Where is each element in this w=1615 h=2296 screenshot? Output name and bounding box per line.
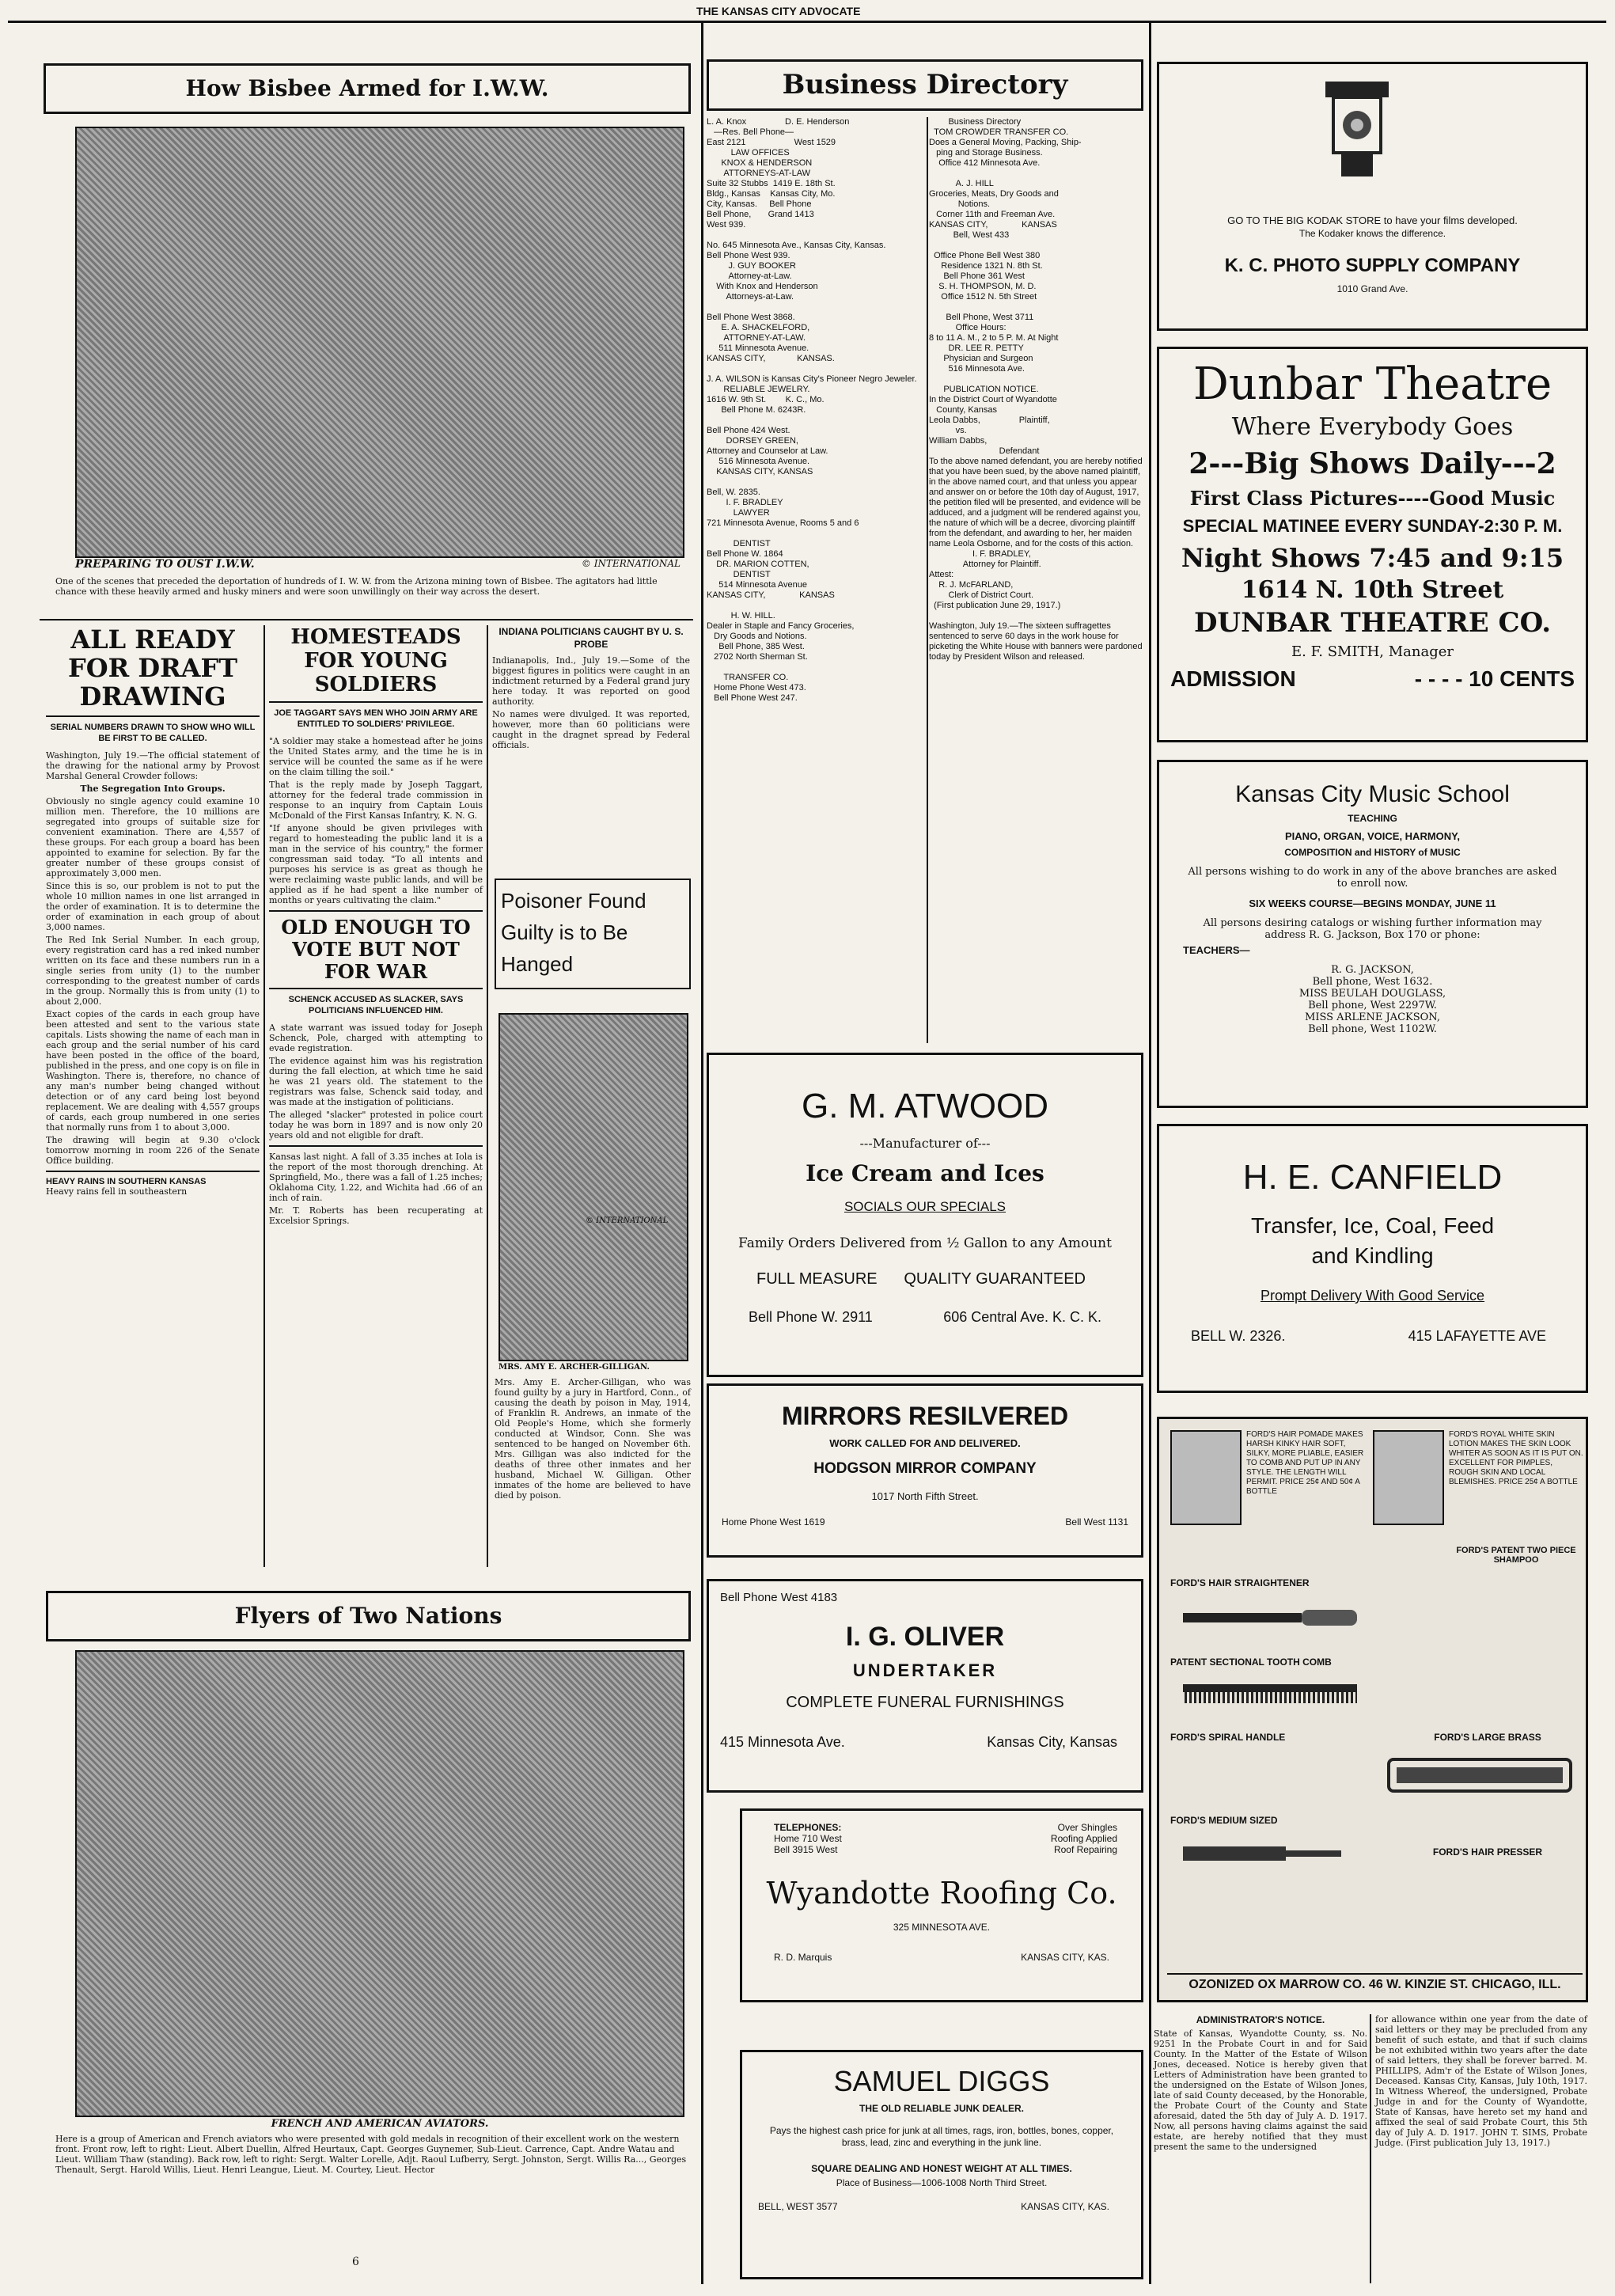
directory-line: Office Phone Bell West 380 bbox=[929, 251, 1041, 260]
directory-line: R. J. McFARLAND, bbox=[929, 580, 1014, 590]
poisoner-photo bbox=[499, 1013, 688, 1361]
directory-line: East 2121 West 1529 bbox=[707, 138, 836, 147]
roofing-manager: R. D. Marquis bbox=[774, 1952, 832, 1963]
draft-paragraph: Obviously no single agency could examine 10 million men. Therefore, the 10 millions are segregated into groups of suitable size for convenient examination. There are 4,557 of these groups. For each group a board has been appointed to examine for selection. By far the greater number of these groups consist of approximately 3,000 men. bbox=[46, 796, 260, 879]
directory-line: ping and Storage Business. bbox=[929, 148, 1043, 157]
column-rule bbox=[487, 625, 488, 1567]
music-subjects: PIANO, ORGAN, VOICE, HARMONY, bbox=[1284, 830, 1461, 842]
mirrors-home-phone: Home Phone West 1619 bbox=[722, 1516, 825, 1528]
atwood-measure: FULL MEASURE bbox=[756, 1270, 878, 1288]
atwood-name: G. M. ATWOOD bbox=[801, 1087, 1049, 1125]
oliver-name: I. G. OLIVER bbox=[845, 1622, 1005, 1652]
poisoner-credit: © INTERNATIONAL bbox=[586, 1216, 669, 1225]
roofing-name: Wyandotte Roofing Co. bbox=[766, 1876, 1117, 1911]
directory-line: S. H. THOMPSON, M. D. bbox=[929, 282, 1037, 291]
directory-line: TRANSFER CO. bbox=[707, 673, 789, 682]
dunbar-tag: Where Everybody Goes bbox=[1231, 413, 1514, 441]
canfield-address: 415 LAFAYETTE AVE bbox=[1408, 1328, 1546, 1344]
rule bbox=[40, 619, 693, 620]
directory-line: vs. bbox=[929, 426, 967, 435]
bisbee-photo-label: PREPARING TO OUST I.W.W. bbox=[75, 558, 255, 571]
dunbar-address: 1614 N. 10th Street bbox=[1241, 576, 1504, 604]
atwood-address: 606 Central Ave. K. C. K. bbox=[943, 1309, 1101, 1325]
atwood-manufacturer: ---Manufacturer of--- bbox=[859, 1136, 991, 1151]
directory-line: Groceries, Meats, Dry Goods and bbox=[929, 189, 1059, 199]
directory-line: DENTIST bbox=[707, 570, 771, 579]
directory-line: LAW OFFICES bbox=[707, 148, 790, 157]
directory-line: TOM CROWDER TRANSFER CO. bbox=[929, 127, 1069, 137]
roofing-service: Roofing Applied bbox=[1050, 1833, 1117, 1844]
directory-line: Bell Phone, 385 West. bbox=[707, 642, 805, 651]
roofing-bell: Bell 3915 West bbox=[774, 1844, 838, 1855]
directory-line: Leola Dabbs, Plaintiff, bbox=[929, 416, 1050, 425]
directory-line: Corner 11th and Freeman Ave. bbox=[929, 210, 1056, 219]
mirrors-title: MIRRORS RESILVERED bbox=[781, 1402, 1069, 1430]
directory-line: J. A. WILSON is Kansas City's Pioneer Negro Jeweler. bbox=[707, 374, 917, 384]
music-teaching: TEACHING bbox=[1348, 813, 1397, 824]
dunbar-shows: 2---Big Shows Daily---2 bbox=[1189, 447, 1556, 480]
directory-line: County, Kansas bbox=[929, 405, 998, 415]
bisbee-credit: © INTERNATIONAL bbox=[581, 558, 680, 569]
oliver-phone: Bell Phone West 4183 bbox=[720, 1591, 838, 1604]
rains-text: Heavy rains fell in southeastern bbox=[46, 1186, 188, 1197]
directory-line: DORSEY GREEN, bbox=[707, 436, 798, 446]
kodak-address: 1010 Grand Ave. bbox=[1336, 283, 1408, 294]
homesteads-paragraph: "A soldier may stake a homestead after he joins the United States army, and the time he is in service will be counted the same as if he were on the claim tilling the soil." bbox=[269, 736, 483, 777]
directory-line: KANSAS CITY, KANSAS bbox=[929, 220, 1057, 230]
directory-line bbox=[707, 662, 924, 673]
draft-paragraph: The drawing will begin at 9.30 o'clock tomorrow morning in room 226 of the Senate Office building. bbox=[46, 1135, 260, 1166]
kodak-company: K. C. PHOTO SUPPLY COMPANY bbox=[1224, 255, 1521, 276]
directory-left bbox=[707, 117, 924, 1043]
medium-comb-icon bbox=[1175, 1835, 1349, 1874]
flyers-caption: Here is a group of American and French aviators who were presented with gold medals in recognition of their excellent work on the western front. Front row, left to right: Lieut. Albert Duellin, Alfred Heurtaux, Capt. Georges Guynemer, Sub-Lieut. Carrence, Capt. Andre Watau and Lieut. William Thaw (standing). Back row, left to right: Sergt. Walter Lorelle, Adjt. Raoul Lufberry, Sergt. Johnston, Sergt. Willis Ra..., Georges Thenault, Sergt. Harold Willis, Lieut. Henri Leangue, Lieut. M. Courtey, Lieut. Hector bbox=[55, 2134, 687, 2175]
dunbar-admission: ADMISSION bbox=[1170, 666, 1296, 691]
oliver-city: Kansas City, Kansas bbox=[987, 1734, 1117, 1750]
indiana-paragraph: No names were divulged. It was reported, however, more than 60 politicians were caught in the dragnet spread by Federal officials. bbox=[492, 709, 690, 750]
diggs-sub: THE OLD RELIABLE JUNK DEALER. bbox=[859, 2103, 1024, 2114]
dunbar-night: Night Shows 7:45 and 9:15 bbox=[1181, 543, 1564, 573]
fords-tooth-comb: PATENT SECTIONAL TOOTH COMB bbox=[1170, 1657, 1332, 1668]
diggs-name: SAMUEL DIGGS bbox=[833, 2065, 1050, 2097]
slacker-paragraph: The alleged "slacker" protested in police court today he was born in 1897 and is now only 20 years old and not eligible for draft. bbox=[269, 1110, 483, 1140]
column-rule bbox=[1370, 2014, 1371, 2283]
directory-line: KNOX & HENDERSON bbox=[707, 158, 813, 168]
directory-line: Does a General Moving, Packing, Ship- bbox=[929, 138, 1082, 147]
pomade-can-icon bbox=[1170, 1430, 1242, 1525]
admin-title: ADMINISTRATOR'S NOTICE. bbox=[1196, 2014, 1325, 2025]
directory-line: Home Phone West 473. bbox=[707, 683, 806, 693]
admin-notice-right bbox=[1375, 2014, 1587, 2283]
tooth-comb-icon bbox=[1175, 1676, 1365, 1716]
roberts-note: Mr. T. Roberts has been recuperating at Excelsior Springs. bbox=[269, 1205, 483, 1226]
directory-line: Bell Phone 424 West. bbox=[707, 426, 790, 435]
directory-line: Attorney for Plaintiff. bbox=[929, 560, 1041, 569]
draft-paragraph: Washington, July 19.—The official statement of the drawing for the national army by Provost Marshal General Crowder follows: bbox=[46, 750, 260, 781]
fords-presser: FORD'S HAIR PRESSER bbox=[1432, 1846, 1543, 1858]
directory-line: H. W. HILL. bbox=[707, 611, 775, 620]
dunbar-manager: E. F. SMITH, Manager bbox=[1291, 643, 1454, 660]
directory-line: Business Directory bbox=[929, 117, 1022, 127]
canfield-name: H. E. CANFIELD bbox=[1242, 1158, 1503, 1197]
directory-line: A. J. HILL bbox=[929, 179, 994, 188]
admin-right-text: for allowance within one year from the date of said letters or they may be precluded from any benefit of such estate, and that if such claims be not exhibited within two years after the date of said letters, they shall be forever barred. M. PHILLIPS, Adm'r of the Estate of Wilson Jones, Deceased. Kansas City, Kansas, July 10th, 1917. In Witness Whereof, the undersigned, Probate Judge in and for the County of Wyandotte, State of Kansas, have hereto set my hand and affixed the seal of said Probate Court, this 5th day of July A. D. 1917. JOHN T. SIMS, Probate Judge. (First publication July 13, 1917.) bbox=[1375, 2014, 1587, 2148]
dunbar-price: - - - - 10 CENTS bbox=[1414, 666, 1575, 691]
fords-lotion: FORD'S ROYAL WHITE SKIN LOTION MAKES THE SKIN LOOK WHITER AS SOON AS IT IS PUT ON. EXCELLENT FOR PIMPLES, ROUGH SKIN AND LOCAL BLEMISHES. PRICE 25¢ A BOTTLE bbox=[1449, 1430, 1583, 1486]
diggs-ad bbox=[740, 2050, 1143, 2279]
directory-line: Office Hours: bbox=[929, 323, 1007, 332]
directory-line: City, Kansas. Bell Phone bbox=[707, 199, 812, 209]
directory-line: Dry Goods and Notions. bbox=[707, 632, 807, 641]
draft-subhead: SERIAL NUMBERS DRAWN TO SHOW WHO WILL BE FIRST TO BE CALLED. bbox=[50, 723, 256, 743]
admin-notice bbox=[1154, 2014, 1589, 2283]
atwood-product: Ice Cream and Ices bbox=[806, 1160, 1044, 1186]
mirrors-sub: WORK CALLED FOR AND DELIVERED. bbox=[829, 1437, 1021, 1449]
directory-line: Office 1512 N. 5th Street bbox=[929, 292, 1037, 302]
canfield-line1: Transfer, Ice, Coal, Feed bbox=[1250, 1213, 1495, 1238]
indiana-paragraph: Indianapolis, Ind., July 19.—Some of the biggest figures in politics were caught in an indictment returned by a Federal grand jury here today. It was reported on good authority. bbox=[492, 655, 690, 707]
music-ad bbox=[1157, 760, 1588, 1108]
fords-footer: OZONIZED OX MARROW CO. 46 W. KINZIE ST. CHICAGO, ILL. bbox=[1167, 1973, 1583, 1995]
bisbee-title: How Bisbee Armed for I.W.W. bbox=[185, 75, 549, 101]
directory-line: Physician and Surgeon bbox=[929, 354, 1033, 363]
mirrors-bell-phone: Bell West 1131 bbox=[1065, 1516, 1128, 1528]
diggs-text: Pays the highest cash price for junk at all times, rags, iron, bottles, bones, copper, brass, lead, zinc and everything in the junk line. bbox=[769, 2125, 1114, 2148]
directory-line: In the District Court of Wyandotte bbox=[929, 395, 1057, 404]
admin-left-text: State of Kansas, Wyandotte County, ss. No. 9251 In the Probate Court in and for Said County. In the Matter of the Estate of Wilson Jones, deceased. Notice is hereby given that Letters of Administration have been granted to the undersigned on the Estate of Wilson Jones, late of said County deceased, by the Honorable, the Probate Court of the County and State aforesaid, dated the 5th day of July A. D. 1917. Now, all persons having claims against the said estate, are hereby notified that they must present the same to the undersigned bbox=[1154, 2028, 1367, 2152]
mirrors-company: HODGSON MIRROR COMPANY bbox=[813, 1460, 1037, 1477]
atwood-quality: QUALITY GUARANTEED bbox=[904, 1270, 1086, 1288]
directory-line: PUBLICATION NOTICE. bbox=[929, 385, 1039, 394]
directory-line: Bell Phone, West 3711 bbox=[929, 313, 1034, 322]
diggs-place: Place of Business—1006-1008 North Third Street. bbox=[836, 2177, 1048, 2188]
atwood-phone: Bell Phone W. 2911 bbox=[749, 1309, 873, 1325]
directory-line: With Knox and Henderson bbox=[707, 282, 818, 291]
directory-line: To the above named defendant, you are hereby notified that you have been sued, by the above named plaintiff, in the above named court, and that unless you appear and answer on or before the 10th day of August, 1917, the petition filed will be presented, and evidence will be adduced, and a judgment will be rendered against you, the nature of which will be a decree, divorcing plaintiff from the defendant, and awarding to her, her maiden name Leola Osborne, and for the costs of this action. bbox=[929, 457, 1145, 548]
mirrors-ad bbox=[707, 1383, 1143, 1558]
music-teachers: TEACHERS— bbox=[1183, 944, 1250, 956]
oliver-ad bbox=[707, 1579, 1143, 1793]
teacher-phone: Bell phone, West 1102W. bbox=[1308, 1023, 1437, 1035]
page-number: 6 bbox=[352, 2256, 359, 2268]
directory-line: Bell Phone M. 6243R. bbox=[707, 405, 806, 415]
directory-line: L. A. Knox D. E. Henderson bbox=[707, 117, 850, 127]
indiana-headline: INDIANA POLITICIANS CAUGHT BY U. S. PROBE bbox=[499, 626, 684, 650]
directory-line: ATTORNEY-AT-LAW. bbox=[707, 333, 806, 343]
bisbee-caption: One of the scenes that preceded the deportation of hundreds of I. W. W. from the Arizona mining town of Bisbee. The agitators had little chance with these heavily armed and husky miners and were soon unwillingly on their way across the desert. bbox=[55, 576, 658, 597]
flyers-title: Flyers of Two Nations bbox=[234, 1603, 502, 1629]
draft-paragraph: Exact copies of the cards in each group have been attested and sent to the various state capitals. Lists showing the name of each man in each group and the serial number of his card have been posted in the office of the board, published in the press, and one copy is on file in Washington. There is, therefore, no chance of any man's number being changed without detection or of any card being lost beyond replacement. We are dealing with 4,557 groups of cards, each group numbered in one series that normally runs from 1 to about 3,000. bbox=[46, 1009, 260, 1133]
roofing-service: Over Shingles bbox=[1057, 1822, 1117, 1833]
directory-line: LAWYER bbox=[707, 508, 770, 518]
brass-comb-icon bbox=[1381, 1751, 1579, 1799]
directory-line bbox=[929, 241, 1143, 251]
music-title: Kansas City Music School bbox=[1235, 781, 1510, 807]
directory-line: Bell Phone W. 1864 bbox=[707, 549, 783, 559]
directory-line: Suite 32 Stubbs 1419 E. 18th St. bbox=[707, 179, 836, 188]
homesteads-paragraph: That is the reply made by Joseph Taggart, attorney for the federal trade commission in response to an inquiry from Captain Louis McDonald of the First Kansas Infantry, K. N. G. bbox=[269, 780, 483, 821]
roofing-home: Home 710 West bbox=[774, 1833, 842, 1844]
diggs-motto: SQUARE DEALING AND HONEST WEIGHT AT ALL TIMES. bbox=[811, 2163, 1072, 2174]
teacher-phone: Bell phone, West 1632. bbox=[1312, 976, 1433, 988]
directory-line: Clerk of District Court. bbox=[929, 590, 1034, 600]
rule bbox=[269, 701, 483, 703]
directory-line: Bell, West 433 bbox=[929, 230, 1010, 240]
masthead-rule bbox=[8, 21, 1606, 23]
atwood-socials: SOCIALS OUR SPECIALS bbox=[844, 1199, 1007, 1214]
music-course: SIX WEEKS COURSE—BEGINS MONDAY, JUNE 11 bbox=[1249, 898, 1496, 909]
directory-line: Washington, July 19.—The sixteen suffragettes sentenced to serve 60 days in the work house for picketing the White House with banners were pardoned today by President Wilson and released. bbox=[929, 621, 1145, 662]
roofing-city: KANSAS CITY, KAS. bbox=[1021, 1952, 1109, 1963]
directory-line: DR. LEE R. PETTY bbox=[929, 343, 1024, 353]
directory-line: KANSAS CITY, KANSAS. bbox=[707, 354, 835, 363]
draft-article bbox=[46, 625, 260, 1595]
kodak-line2: The Kodaker knows the difference. bbox=[1298, 228, 1446, 239]
flyers-photo bbox=[75, 1650, 684, 2117]
draft-paragraph: Since this is so, our problem is not to put the whole 10 million names in one list arranged in the order of examination. It is to determine the order of examination in each group of about 3,000 names. bbox=[46, 881, 260, 932]
kodak-ad bbox=[1157, 62, 1588, 331]
directory-line: 516 Minnesota Avenue. bbox=[707, 457, 810, 466]
directory-line: Bell Phone West 247. bbox=[707, 693, 798, 703]
directory-line: —Res. Bell Phone— bbox=[707, 127, 794, 137]
rule bbox=[269, 988, 483, 989]
fords-large-brass: FORD'S LARGE BRASS bbox=[1434, 1732, 1541, 1743]
oliver-trade: UNDERTAKER bbox=[852, 1660, 998, 1680]
rule bbox=[269, 1145, 483, 1147]
directory-line: Bell Phone 361 West bbox=[929, 271, 1025, 281]
directory-line bbox=[707, 477, 924, 488]
teacher-name: R. G. JACKSON, bbox=[1331, 964, 1414, 976]
directory-line: Defendant bbox=[929, 446, 1040, 456]
directory-line bbox=[929, 611, 1143, 621]
directory-line: Attorney-at-Law. bbox=[707, 271, 792, 281]
fords-ad bbox=[1157, 1417, 1588, 2002]
canfield-prompt: Prompt Delivery With Good Service bbox=[1260, 1288, 1485, 1304]
directory-line bbox=[707, 230, 924, 241]
poisoner-text: Mrs. Amy E. Archer-Gilligan, who was found guilty by a jury in Hartford, Conn., of causing the death by poison in May, 1914, of Franklin R. Andrews, an inmate of the Old People's Home, which she formerly conducted at Windsor, Conn. She was sentenced to be hanged on November 6th. Mrs. Gilligan was also indicted for the deaths of three other inmates and her husband, Michael W. Gilligan. Other inmates of the home are believed to have died by poison. bbox=[495, 1377, 691, 1501]
music-p2: All persons desiring catalogs or wishing further information may address R. G. Jackson, Box 170 or phone: bbox=[1203, 917, 1542, 941]
directory-line: DENTIST bbox=[707, 539, 771, 548]
directory-line: I. F. BRADLEY bbox=[707, 498, 783, 507]
directory-line: 2702 North Sherman St. bbox=[707, 652, 808, 662]
rains-headline: HEAVY RAINS IN SOUTHERN KANSAS bbox=[46, 1177, 207, 1186]
fords-shampoo: FORD'S PATENT TWO PIECE SHAMPOO bbox=[1456, 1546, 1576, 1565]
directory-line: ATTORNEYS-AT-LAW bbox=[707, 169, 811, 178]
kodak-line1: GO TO THE BIG KODAK STORE to have your films developed. bbox=[1227, 214, 1518, 226]
directory-line: Dealer in Staple and Fancy Groceries, bbox=[707, 621, 855, 631]
mirrors-address: 1017 North Fifth Street. bbox=[871, 1490, 979, 1502]
directory-line: E. A. SHACKELFORD, bbox=[707, 323, 810, 332]
lotion-can-icon bbox=[1373, 1430, 1444, 1525]
draft-paragraph: The Red Ink Serial Number. In each group, every registration card has a red inked number written on its face and these numbers run in a single series from unity (1) to the number corresponding to the greatest number of cards in the group. Normally this is from unity (1) to about 2,000. bbox=[46, 935, 260, 1007]
music-p1: All persons wishing to do work in any of the above branches are asked to enroll now. bbox=[1188, 866, 1557, 890]
directory-title: Business Directory bbox=[782, 69, 1068, 101]
directory-line: Attorney and Counselor at Law. bbox=[707, 446, 828, 456]
poisoner-box bbox=[495, 879, 691, 989]
directory-line: (First publication June 29, 1917.) bbox=[929, 601, 1061, 610]
slacker-subhead: SCHENCK ACCUSED AS SLACKER, SAYS POLITICIANS INFLUENCED HIM. bbox=[288, 995, 464, 1015]
directory-line: I. F. BRADLEY, bbox=[929, 549, 1031, 559]
directory-line bbox=[707, 601, 924, 611]
fords-straightener: FORD'S HAIR STRAIGHTENER bbox=[1170, 1577, 1310, 1588]
directory-line bbox=[707, 364, 924, 374]
dunbar-matinee: SPECIAL MATINEE EVERY SUNDAY-2:30 P. M. bbox=[1182, 516, 1563, 536]
oliver-line: COMPLETE FUNERAL FURNISHINGS bbox=[786, 1694, 1064, 1711]
directory-line bbox=[707, 529, 924, 539]
rule bbox=[46, 1171, 260, 1172]
directory-line: William Dabbs, bbox=[929, 436, 988, 446]
directory-line: J. GUY BOOKER bbox=[707, 261, 796, 271]
teacher-name: MISS ARLENE JACKSON, bbox=[1305, 1011, 1440, 1023]
teacher-name: MISS BEULAH DOUGLASS, bbox=[1298, 988, 1446, 1000]
directory-title-box bbox=[707, 59, 1143, 111]
directory-line bbox=[929, 374, 1143, 385]
directory-line: No. 645 Minnesota Ave., Kansas City, Kansas. bbox=[707, 241, 886, 250]
directory-line: 516 Minnesota Ave. bbox=[929, 364, 1025, 374]
directory-line: KANSAS CITY, KANSAS bbox=[707, 467, 813, 476]
directory-line bbox=[929, 169, 1143, 179]
atwood-delivery: Family Orders Delivered from ½ Gallon to any Amount bbox=[738, 1235, 1112, 1251]
draft-paragraph: The Segregation Into Groups. bbox=[80, 784, 226, 794]
teacher-phone: Bell phone, West 2297W. bbox=[1308, 1000, 1437, 1011]
fords-medium: FORD'S MEDIUM SIZED bbox=[1170, 1815, 1278, 1826]
dunbar-title: Dunbar Theatre bbox=[1192, 359, 1552, 410]
slacker-paragraph: A state warrant was issued today for Joseph Schenck, Pole, charged with attempting to evade registration. bbox=[269, 1023, 483, 1053]
music-comp: COMPOSITION and HISTORY of MUSIC bbox=[1284, 847, 1461, 858]
roofing-address: 325 MINNESOTA AVE. bbox=[893, 1922, 991, 1933]
directory-line: 8 to 11 A. M., 2 to 5 P. M. At Night bbox=[929, 333, 1059, 343]
fords-spiral: FORD'S SPIRAL HANDLE bbox=[1170, 1732, 1286, 1743]
flyers-title-box bbox=[46, 1591, 691, 1641]
roofing-service: Roof Repairing bbox=[1053, 1844, 1117, 1855]
slacker-headline: OLD ENOUGH TO VOTE BUT NOT FOR WAR bbox=[281, 916, 471, 983]
directory-line: RELIABLE JEWELRY. bbox=[707, 385, 810, 394]
rains-continued: Kansas last night. A fall of 3.35 inches at Iola is the report of the most thorough drenching. At Springfield, Mo., there was a fall of 1.25 inches; Oklahoma City, 1.22, and Wichita had .66 of an inch of rain. bbox=[269, 1152, 483, 1203]
straightener-comb-icon bbox=[1175, 1597, 1365, 1645]
camera-icon bbox=[1317, 74, 1405, 192]
canfield-line2: and Kindling bbox=[1311, 1243, 1434, 1268]
column-rule bbox=[1149, 21, 1151, 2284]
poisoner-photo-label: MRS. AMY E. ARCHER-GILLIGAN. bbox=[499, 1363, 650, 1372]
directory-line: 514 Minnesota Avenue bbox=[707, 580, 807, 590]
directory-line bbox=[707, 416, 924, 426]
bisbee-title-box bbox=[44, 63, 691, 114]
directory-line: Office 412 Minnesota Ave. bbox=[929, 158, 1041, 168]
homesteads-subhead: JOE TAGGART SAYS MEN WHO JOIN ARMY ARE ENTITLED TO SOLDIERS' PRIVILEGE. bbox=[274, 708, 478, 729]
directory-right bbox=[929, 117, 1143, 1043]
dunbar-ad bbox=[1157, 347, 1588, 742]
homesteads-article bbox=[269, 625, 483, 1575]
canfield-phone: BELL W. 2326. bbox=[1191, 1328, 1286, 1344]
directory-line: KANSAS CITY, KANSAS bbox=[707, 590, 835, 600]
draft-headline: ALL READY FOR DRAFT DRAWING bbox=[67, 624, 238, 712]
directory-line: Bell, W. 2835. bbox=[707, 488, 760, 497]
directory-line: DR. MARION COTTEN, bbox=[707, 560, 809, 569]
roofing-tel-label: TELEPHONES: bbox=[774, 1822, 842, 1833]
directory-line: Bell Phone, Grand 1413 bbox=[707, 210, 814, 219]
oliver-address: 415 Minnesota Ave. bbox=[720, 1734, 845, 1750]
dunbar-pictures: First Class Pictures----Good Music bbox=[1189, 487, 1556, 510]
bisbee-photo bbox=[75, 127, 684, 558]
directory-line: Bldg., Kansas Kansas City, Mo. bbox=[707, 189, 836, 199]
poisoner-headline: Poisoner Found Guilty is to Be Hanged bbox=[501, 889, 646, 976]
slacker-paragraph: The evidence against him was his registration during the fall election, at which time he said he was 21 years old. The statement to the registrars was false, Schenck said today, and was made at the instigation of politicians. bbox=[269, 1056, 483, 1107]
canfield-ad bbox=[1157, 1124, 1588, 1393]
directory-line: 511 Minnesota Avenue. bbox=[707, 343, 809, 353]
directory-line bbox=[707, 302, 924, 313]
masthead: THE KANSAS CITY ADVOCATE bbox=[696, 5, 861, 17]
directory-line: Bell Phone West 939. bbox=[707, 251, 790, 260]
directory-line: Notions. bbox=[929, 199, 991, 209]
directory-line: Bell Phone West 3868. bbox=[707, 313, 795, 322]
rule bbox=[46, 715, 260, 717]
diggs-city: KANSAS CITY, KAS. bbox=[1021, 2201, 1109, 2212]
column-rule bbox=[927, 117, 928, 1043]
fords-pomade: FORD'S HAIR POMADE MAKES HARSH KINKY HAIR SOFT, SILKY, MORE PLIABLE, EASIER TO COMB AND PUT UP IN ANY STYLE. THE LENGTH WILL PERMIT. PRICE 25¢ AND 50¢ A BOTTLE bbox=[1246, 1430, 1364, 1496]
directory-line: 1616 W. 9th St. K. C., Mo. bbox=[707, 395, 825, 404]
homesteads-headline: HOMESTEADS FOR YOUNG SOLDIERS bbox=[290, 625, 461, 696]
directory-line: Attorneys-at-Law. bbox=[707, 292, 794, 302]
column-rule bbox=[701, 21, 703, 2284]
roofing-ad bbox=[740, 1808, 1143, 2002]
dunbar-company: DUNBAR THEATRE CO. bbox=[1193, 607, 1552, 639]
directory-line: Attest: bbox=[929, 570, 954, 579]
directory-line: Residence 1321 N. 8th St. bbox=[929, 261, 1043, 271]
diggs-phone: BELL, WEST 3577 bbox=[758, 2201, 838, 2212]
homesteads-paragraph: "If anyone should be given privileges with regard to homesteading the public land it is a man in the service of his country," the former congressman said today. "To all intents and purposes his service is as great as though he were reclaiming waste public lands, and will be applied as if he had spent a like number of months or years cultivating the claim." bbox=[269, 823, 483, 905]
atwood-ad bbox=[707, 1053, 1143, 1377]
flyers-photo-label: FRENCH AND AMERICAN AVIATORS. bbox=[271, 2118, 489, 2130]
admin-notice-left bbox=[1154, 2014, 1367, 2283]
rule bbox=[269, 910, 483, 912]
directory-line: 721 Minnesota Avenue, Rooms 5 and 6 bbox=[707, 518, 859, 528]
directory-line bbox=[929, 302, 1143, 313]
directory-line: West 939. bbox=[707, 220, 746, 230]
column-rule bbox=[263, 625, 265, 1567]
